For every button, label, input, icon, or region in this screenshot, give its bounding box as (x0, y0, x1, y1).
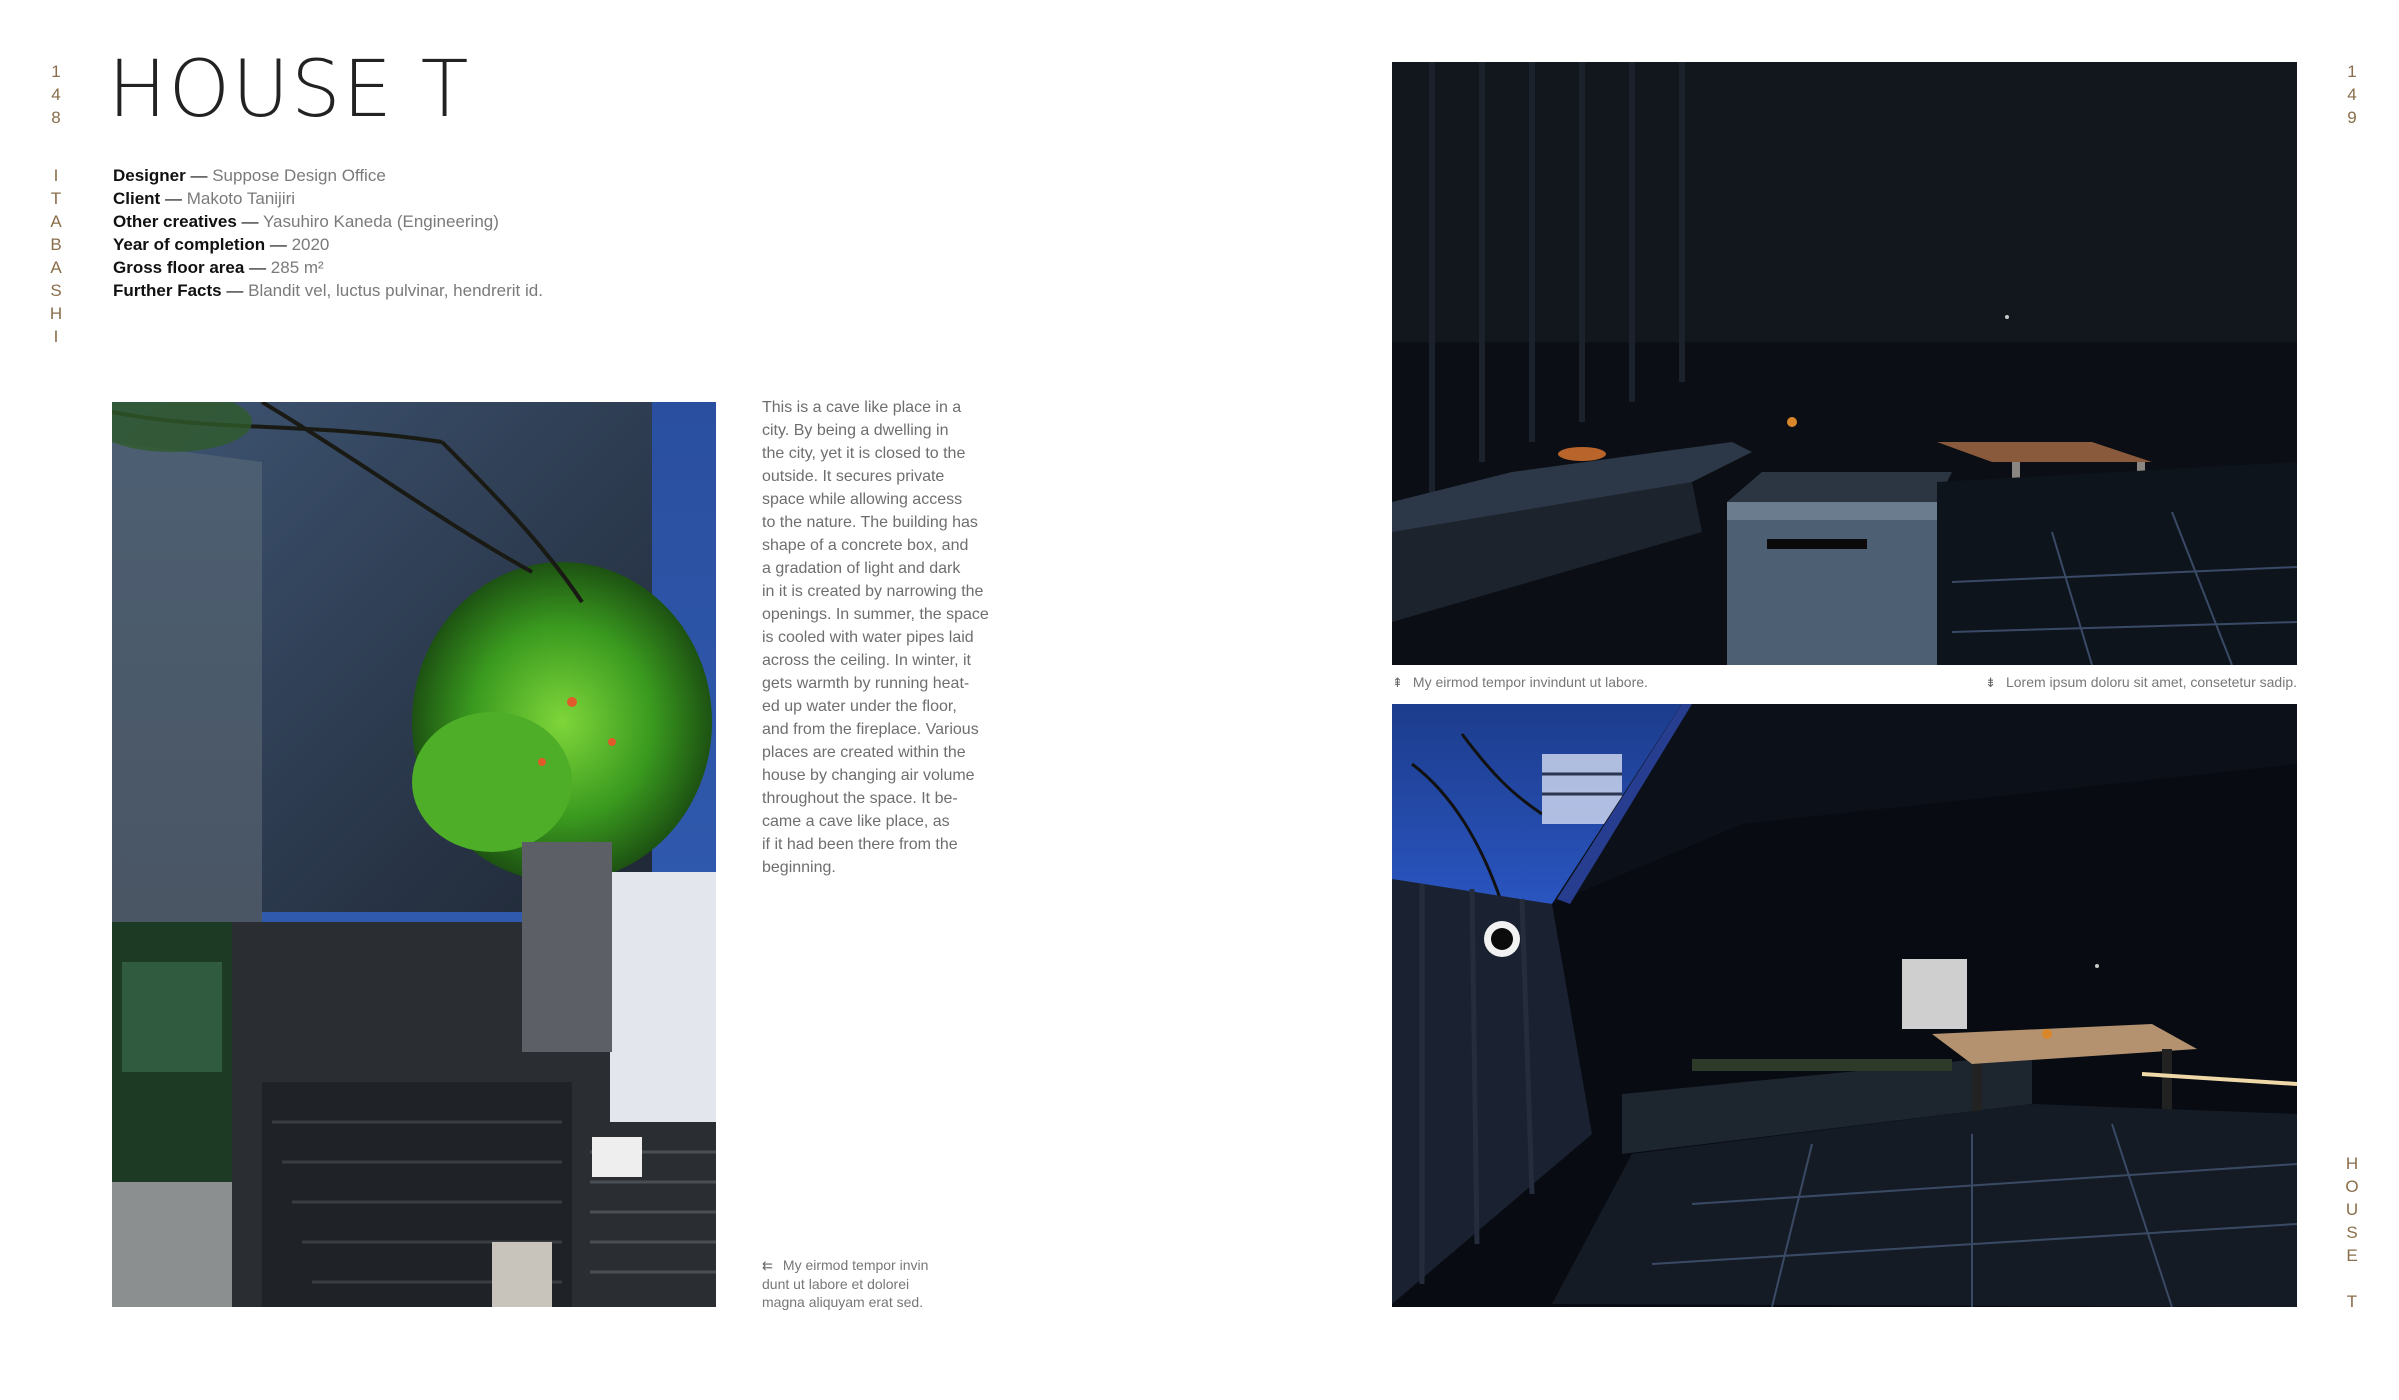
page-digit: 1 (2347, 62, 2357, 81)
page-digit: 1 (51, 62, 61, 81)
fact-row (113, 256, 543, 279)
fact-separator: — (226, 281, 244, 300)
label-letter: S (2346, 1223, 2358, 1242)
body-line: gets warmth by running heat- (762, 675, 970, 692)
caption-line (762, 1256, 928, 1275)
body-line: places are created within the (762, 744, 966, 761)
page-number-left (46, 60, 66, 129)
dining-photo-caption (1985, 673, 2297, 692)
page-digit: 4 (2347, 85, 2357, 104)
fact-key: Client (113, 189, 161, 208)
page-digit: 4 (51, 85, 61, 104)
page-digit: 9 (2347, 108, 2357, 127)
label-letter: B (50, 235, 62, 254)
fact-separator: — (241, 212, 259, 231)
body-line: openings. In summer, the space (762, 606, 989, 623)
dining-interior-photo (1392, 704, 2297, 1307)
body-text (762, 396, 1032, 879)
label-letter: H (2345, 1154, 2359, 1173)
body-line: came a cave like place, as (762, 813, 950, 830)
body-line: space while allowing access (762, 491, 963, 508)
fact-value: Suppose Design Office (212, 166, 386, 185)
label-letter: U (2345, 1200, 2359, 1219)
body-line: ed up water under the floor, (762, 698, 957, 715)
kitchen-interior-photo (1392, 62, 2297, 665)
label-letter: O (2345, 1177, 2359, 1196)
body-line: city. By being a dwelling in (762, 422, 949, 439)
fact-row (113, 164, 543, 187)
caption-text: Lorem ipsum doloru sit amet, consetetur sadip. (2005, 674, 2297, 690)
page-number-right (2342, 60, 2362, 129)
fact-value: 285 m² (270, 258, 324, 277)
label-letter: E (2346, 1246, 2358, 1265)
fact-separator: — (164, 189, 182, 208)
project-label (2342, 1152, 2362, 1313)
body-line: beginning. (762, 859, 836, 876)
down-arrow-icon: ⇟ (1985, 675, 1996, 690)
page-digit: 8 (51, 108, 61, 127)
left-arrow-icon: ⇇ (762, 1258, 773, 1273)
body-line: the city, yet it is closed to the (762, 445, 966, 462)
caption-line: magna aliquyam erat sed. (762, 1294, 924, 1310)
fact-separator: — (190, 166, 208, 185)
label-letter: I (53, 327, 59, 346)
fact-value: 2020 (291, 235, 330, 254)
exterior-photo-caption (762, 1256, 928, 1311)
fact-value: Yasuhiro Kaneda (Engineering) (262, 212, 499, 231)
fact-row (113, 279, 543, 302)
body-line: across the ceiling. In winter, it (762, 652, 971, 669)
fact-separator: — (269, 235, 287, 254)
body-line: in it is created by narrowing the (762, 583, 984, 600)
body-line: shape of a concrete box, and (762, 537, 969, 554)
fact-row (113, 187, 543, 210)
label-letter: H (49, 304, 63, 323)
label-letter: A (50, 212, 62, 231)
body-line: throughout the space. It be- (762, 790, 958, 807)
body-line: a gradation of light and dark (762, 560, 961, 577)
body-line: to the nature. The building has (762, 514, 978, 531)
body-line: if it had been there from the (762, 836, 958, 853)
fact-value: Blandit vel, luctus pulvinar, hendrerit id. (248, 281, 543, 300)
caption-text: My eirmod tempor invindunt ut labore. (1412, 674, 1648, 690)
fact-key: Year of completion (113, 235, 266, 254)
label-letter: S (50, 281, 62, 300)
label-letter (2342, 1267, 2362, 1290)
label-letter: A (50, 258, 62, 277)
fact-key: Gross floor area (113, 258, 245, 277)
project-facts (113, 164, 543, 302)
body-line: outside. It secures private (762, 468, 945, 485)
caption-line: dunt ut labore et dolorei (762, 1276, 910, 1292)
body-line: house by changing air volume (762, 767, 975, 784)
body-line: is cooled with water pipes laid (762, 629, 974, 646)
fact-row (113, 233, 543, 256)
fact-separator: — (249, 258, 267, 277)
kitchen-photo-caption (1392, 673, 1648, 692)
label-letter: I (53, 166, 59, 185)
fact-key: Designer (113, 166, 186, 185)
fact-value: Makoto Tanijiri (186, 189, 296, 208)
label-letter: T (50, 189, 62, 208)
caption-text: My eirmod tempor invin (782, 1257, 929, 1273)
fact-key: Other creatives (113, 212, 237, 231)
exterior-photo (112, 402, 716, 1307)
page-title: HOUSE T (108, 45, 471, 135)
fact-key: Further Facts (113, 281, 222, 300)
fact-row (113, 210, 543, 233)
body-line: and from the fireplace. Various (762, 721, 979, 738)
location-label (46, 164, 66, 348)
up-arrow-icon: ⇞ (1392, 675, 1403, 690)
label-letter: T (2346, 1292, 2358, 1311)
body-line: This is a cave like place in a (762, 399, 962, 416)
